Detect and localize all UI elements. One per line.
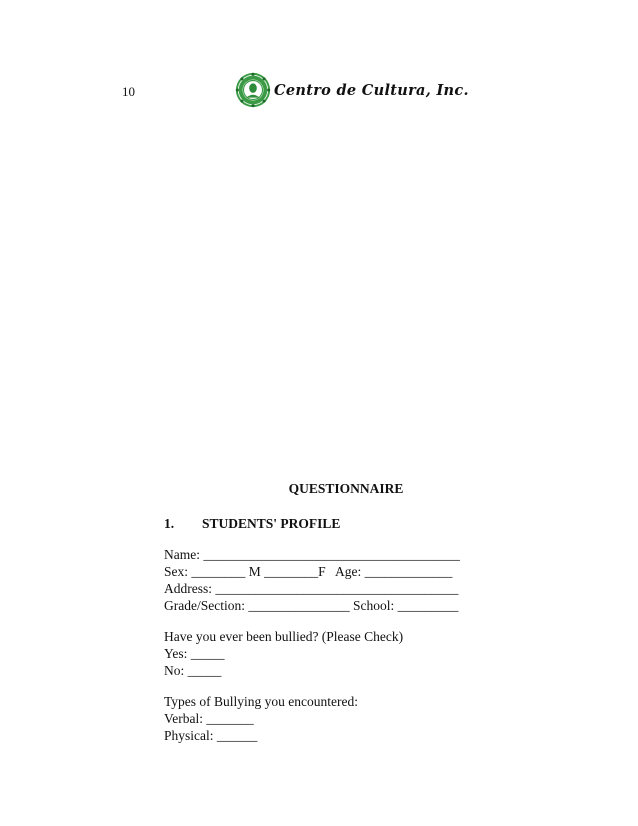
bullied-no-option[interactable]: No: _____ bbox=[164, 663, 222, 678]
grade-school-field[interactable]: Grade/Section: _______________ School: _________ bbox=[164, 598, 459, 613]
bullied-yes-option[interactable]: Yes: _____ bbox=[164, 646, 225, 661]
address-field[interactable]: Address: ____________________________________ bbox=[164, 581, 459, 596]
profile-fields bbox=[164, 546, 504, 614]
physical-option[interactable]: Physical: ______ bbox=[164, 728, 258, 743]
section-title: STUDENTS' PROFILE bbox=[202, 516, 341, 531]
bullying-types-question: Types of Bullying you encountered: bbox=[164, 694, 359, 709]
section-number: 1. bbox=[164, 516, 175, 531]
header-brand bbox=[234, 70, 469, 110]
section-heading bbox=[164, 515, 504, 532]
brand-name: Centro de Cultura, Inc. bbox=[274, 81, 469, 99]
name-field[interactable]: Name: ______________________________________ bbox=[164, 547, 460, 562]
page-number: 10 bbox=[122, 84, 135, 99]
bullied-question: Have you ever been bullied? (Please Check) bbox=[164, 629, 404, 644]
sex-age-field[interactable]: Sex: ________ M ________F Age: _____________ bbox=[164, 564, 453, 579]
verbal-option[interactable]: Verbal: _______ bbox=[164, 711, 254, 726]
questionnaire-title: QUESTIONNAIRE bbox=[288, 481, 404, 496]
questionnaire bbox=[164, 480, 504, 744]
centro-de-cultura-seal-icon bbox=[234, 71, 272, 109]
